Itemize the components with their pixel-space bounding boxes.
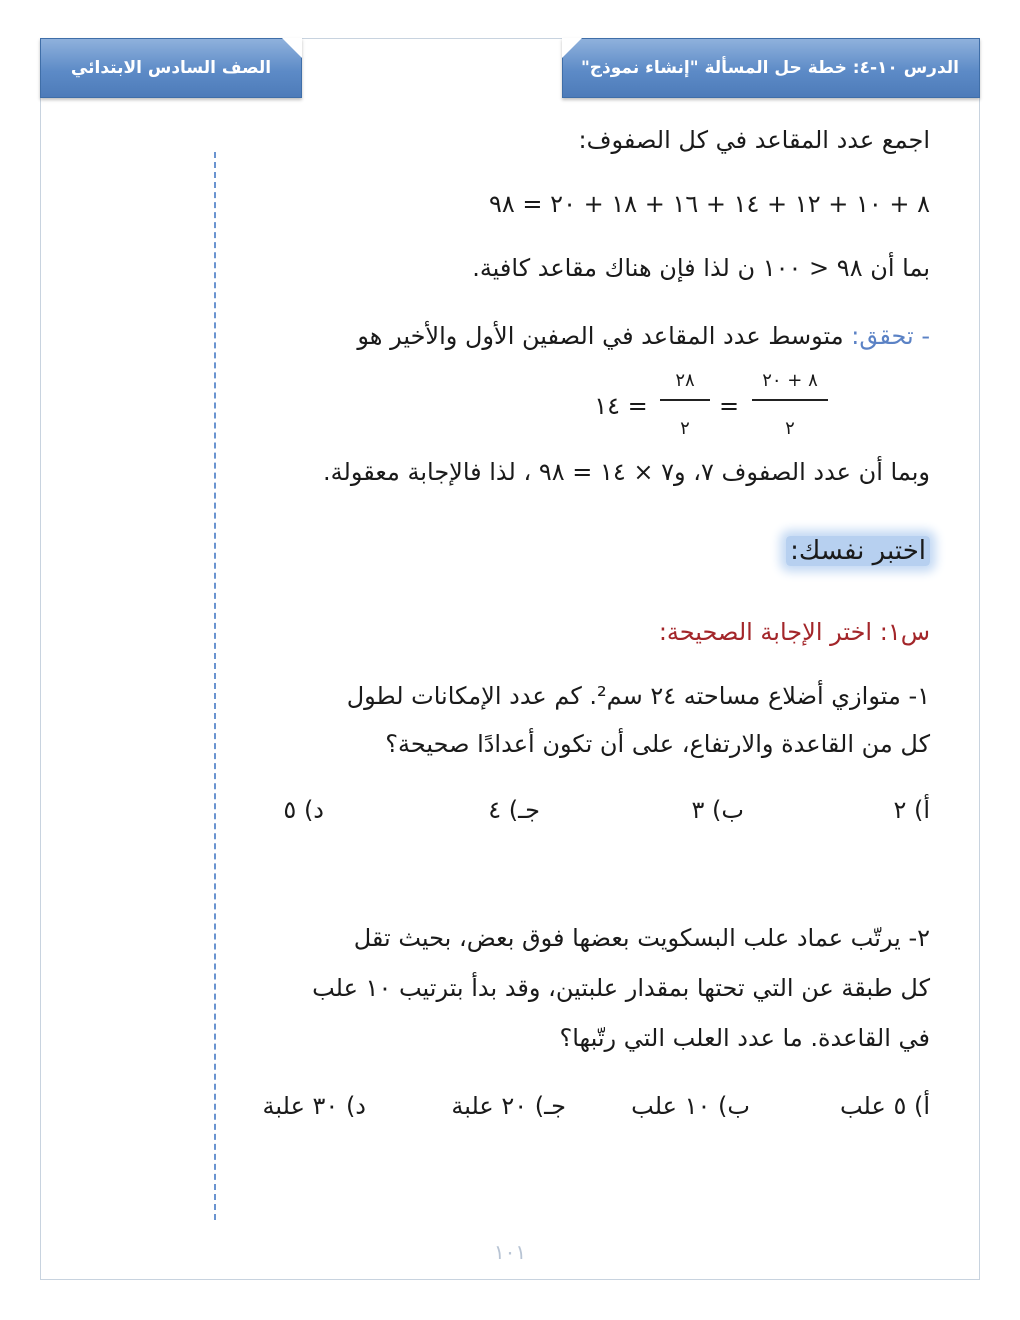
grade-tab bbox=[40, 38, 302, 98]
q2-line-2: كل طبقة عن التي تحتها بمقدار علبتين، وقد بدأ بترتيب ١٠ علب bbox=[312, 974, 930, 1002]
test-yourself-label: اختبر نفسك: bbox=[786, 536, 930, 566]
fraction1-bar bbox=[752, 399, 828, 401]
sufficiency-statement: بما أن ٩٨ < ١٠٠ ن لذا فإن هناك مقاعد كافية. bbox=[472, 254, 930, 282]
margin-divider bbox=[214, 152, 216, 1220]
check-dash: - bbox=[913, 322, 930, 350]
q1-line-1: ١- متوازي أضلاع مساحته ٢٤ سم². كم عدد الإمكانات لطول bbox=[346, 682, 930, 710]
q1-option-a[interactable]: أ) ٢ bbox=[893, 796, 930, 824]
average-result: = ١٤ bbox=[594, 392, 648, 420]
q1-option-d[interactable]: د) ٥ bbox=[283, 796, 324, 824]
check-line bbox=[357, 322, 930, 350]
reasonableness-statement: وبما أن عدد الصفوف ٧، و٧ × ١٤ = ٩٨ ، لذا فالإجابة معقولة. bbox=[323, 458, 930, 486]
q2-option-b[interactable]: ب) ١٠ علب bbox=[631, 1092, 750, 1120]
sum-equation: ٨ + ١٠ + ١٢ + ١٤ + ١٦ + ١٨ + ٢٠ = ٩٨ bbox=[489, 190, 930, 218]
lesson-tab bbox=[562, 38, 980, 98]
sum-instruction: اجمع عدد المقاعد في كل الصفوف: bbox=[578, 126, 930, 154]
test-yourself-heading bbox=[786, 536, 930, 566]
fraction1-numerator: ٨ + ٢٠ bbox=[762, 370, 818, 391]
q2-option-d[interactable]: د) ٣٠ علبة bbox=[262, 1092, 366, 1120]
q2-option-a[interactable]: أ) ٥ علب bbox=[839, 1092, 930, 1120]
q2-line-1: ٢- يرتّب عماد علب البسكويت بعضها فوق بعض، بحيث تقل bbox=[353, 924, 930, 952]
page-number: ١٠١ bbox=[493, 1240, 527, 1264]
check-label: تحقق: bbox=[851, 322, 914, 350]
lesson-title: الدرس ١٠-٤: خطة حل المسألة "إنشاء نموذج" bbox=[580, 58, 959, 78]
q2-option-c[interactable]: جـ) ٢٠ علبة bbox=[451, 1092, 566, 1120]
check-text: متوسط عدد المقاعد في الصفين الأول والأخير هو bbox=[357, 322, 852, 350]
equals-sign-1: = bbox=[718, 392, 740, 420]
fraction2-numerator: ٢٨ bbox=[675, 370, 695, 391]
q1-option-b[interactable]: ب) ٣ bbox=[691, 796, 744, 824]
fraction2-denominator: ٢ bbox=[680, 418, 690, 439]
q2-line-3: في القاعدة. ما عدد العلب التي رتّبها؟ bbox=[559, 1024, 930, 1052]
q1-option-c[interactable]: جـ) ٤ bbox=[488, 796, 540, 824]
q1-line-2: كل من القاعدة والارتفاع، على أن تكون أعدادًا صحيحة؟ bbox=[385, 730, 930, 758]
question-heading: س١: اختر الإجابة الصحيحة: bbox=[658, 618, 930, 646]
grade-label: الصف السادس الابتدائي bbox=[70, 58, 272, 78]
fraction2-bar bbox=[660, 399, 710, 401]
fraction1-denominator: ٢ bbox=[785, 418, 795, 439]
